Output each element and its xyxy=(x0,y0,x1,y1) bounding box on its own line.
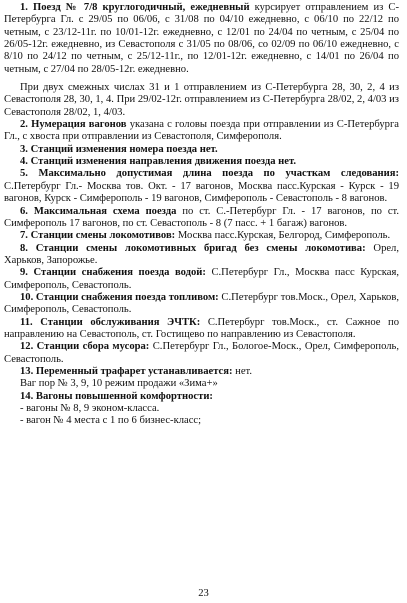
item-11-heading: 11. Станции обслуживания ЭЧТК: xyxy=(20,316,201,328)
item-11-text: С.Петербург тов.Моск., ст. Сажное по направлению на Севастополь, ст. Гостищево по направлению из Севастополя. xyxy=(4,316,399,340)
item-1-text: курсирует отправлением из С-Петербурга Гл. с 29/05 по 06/06, с 31/08 по 04/10 ежедневно, с 06/10 по 22/12 по четным, с 23/12-11г. по 10/01-12г. ежедневно, с 12/01 по 24/04 по четным, с 25/04 по 26/05-12г. ежедневно, из Севастополя с 31/05 по 08/06, со 02/09 по 06/10 ежедневно, с 8/10 по 24/12 по четным, с 25/12-11г., по 12/01-12г. ежедневно, с 14/01 по 26/04 по четным, с 27/04 по 28/05-12г. ежедневно. xyxy=(4,2,399,75)
item-8-heading: 8. Станции смены локомотивных бригад без смены локомотива: xyxy=(20,242,366,254)
item-11 xyxy=(4,317,399,342)
item-4-heading: 4. Станций изменения направления движения поезда нет. xyxy=(20,156,297,168)
item-13 xyxy=(4,366,399,378)
item-6 xyxy=(4,206,399,231)
item-12-text: С.Петербург Гл., Бологое-Моск., Орел, Симферополь, Севастополь. xyxy=(4,341,399,365)
item-14-line-2: - вагон № 4 места с 1 по 6 бизнес-класс; xyxy=(20,415,202,427)
item-13-heading: 13. Переменный трафарет устанавливается: xyxy=(20,365,233,377)
item-6-text: по ст. С.-Петербург Гл. - 17 вагонов, по ст. Симферополь 17 вагонов, по ст. Севастополь - 8 (7 пасс. + 1 багаж) вагонов. xyxy=(4,205,399,229)
item-6-heading: 6. Максимальная схема поезда xyxy=(20,205,177,217)
item-9-text: С.Петербург Гл., Москва пасс Курская, Симферополь, Севастополь. xyxy=(4,267,399,291)
item-14-heading: 14. Вагоны повышенной комфортности: xyxy=(20,390,213,402)
item-10-heading: 10. Станции снабжения поезда топливом: xyxy=(20,291,219,303)
item-8 xyxy=(4,243,399,268)
item-7 xyxy=(4,230,399,242)
item-12-heading: 12. Станции сбора мусора: xyxy=(20,341,150,353)
item-2-heading: 2. Нумерация вагонов xyxy=(20,119,127,131)
item-3 xyxy=(4,144,399,156)
item-8-text: Орел, Харьков, Запорожье. xyxy=(4,242,399,266)
item-5 xyxy=(4,168,399,205)
item-10-text: С.Петербург тов.Моск., Орел, Харьков, Симферополь, Севастополь. xyxy=(4,291,399,316)
item-13-note: Ваг пор № 3, 9, 10 режим продажи «Зима+» xyxy=(20,378,218,390)
item-1 xyxy=(4,2,399,76)
item-1-note: При двух смежных числах 31 и 1 отправлением из С-Петербурга 28, 30, 2, 4 из Севастополя 28, 30, 1, 4. При 29/02-12г. отправлением из С-Петербурга 28/02, 2, 4/03 из Севастополя 28/02, 1, 4/03. xyxy=(4,82,399,118)
item-14 xyxy=(4,391,399,403)
item-1-heading: 1. Поезд № 7/8 круглогодичный, ежедневный xyxy=(20,2,250,13)
item-5-heading: 5. Максимально допустимая длина поезда по участкам следования: xyxy=(20,168,399,180)
item-4 xyxy=(4,156,399,168)
item-14-line-1: - вагоны № 8, 9 эконом-класса. xyxy=(20,403,160,414)
page-number: 23 xyxy=(198,587,209,599)
item-5-text: С.Петербург Гл.- Москва тов. Окт. - 17 вагонов, Москва пасс.Курская - Курск - 19 вагонов, Курск - Симферополь - 19 вагонов, Симферополь - Севастополь - 8 вагонов. xyxy=(4,180,399,205)
item-3-heading: 3. Станций изменения номера поезда нет. xyxy=(20,143,218,155)
item-2 xyxy=(4,119,399,144)
item-2-text: указана с головы поезда при отправлении из С-Петербурга Гл., с хвоста при отправлении из Севастополя, Симферополя. xyxy=(4,119,400,143)
item-12 xyxy=(4,341,399,366)
item-10 xyxy=(4,292,399,317)
item-7-heading: 7. Станции смены локомотивов: xyxy=(20,230,176,242)
item-9 xyxy=(4,267,399,292)
item-7-text: Москва пасс.Курская, Белгород, Симферополь. xyxy=(175,230,391,242)
item-9-heading: 9. Станции снабжения поезда водой: xyxy=(20,267,206,279)
item-13-text: нет. xyxy=(232,365,253,377)
